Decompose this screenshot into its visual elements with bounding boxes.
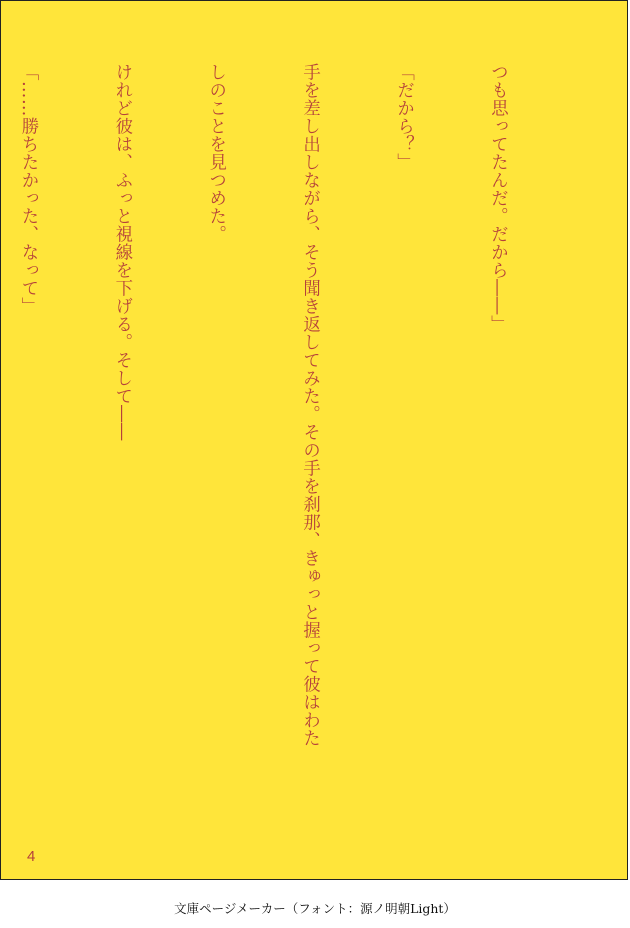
page-number: 4 [27, 848, 36, 865]
text-line: 「だから？」 [393, 63, 414, 171]
text-line: 手を差し出しながら、そう聞き返してみた。その手を刹那、きゅっと握って彼はわた [299, 63, 320, 747]
vertical-text-block [0, 63, 575, 843]
text-line: つも思ってたんだ。だから――」 [487, 63, 508, 333]
text-line: 「……勝ちたかった、なって」 [17, 63, 38, 315]
footer-caption: 文庫ページメーカー（フォント：源ノ明朝Light） [174, 901, 456, 916]
text-line: けれど彼は、ふっと視線を下げる。そして―― [111, 63, 132, 441]
text-line: しのことを見つめた。 [205, 63, 226, 243]
